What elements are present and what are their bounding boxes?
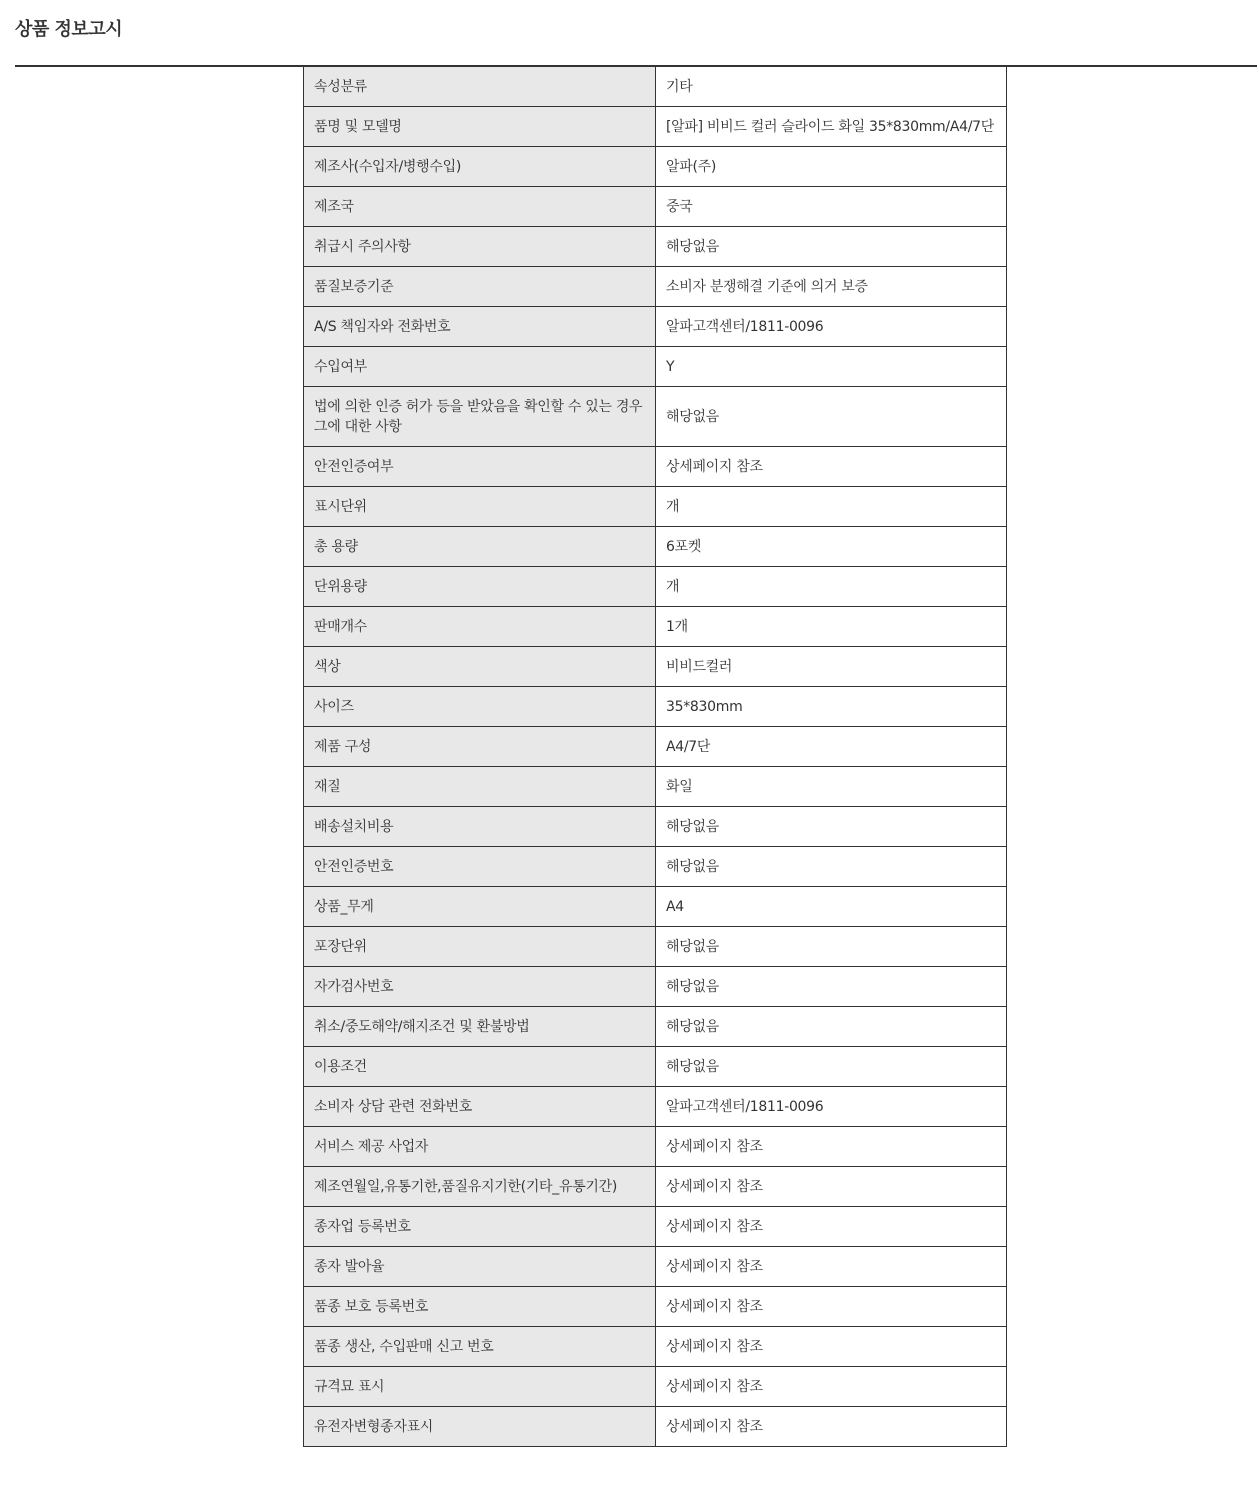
row-value: 개 (656, 567, 1007, 607)
row-label: 상품_무게 (304, 887, 656, 927)
row-label: 품질보증기준 (304, 267, 656, 307)
row-label: 규격묘 표시 (304, 1367, 656, 1407)
row-label: 안전인증여부 (304, 447, 656, 487)
table-row (304, 767, 1007, 807)
table-row (304, 727, 1007, 767)
table-row (304, 807, 1007, 847)
row-label: 종자 발아율 (304, 1247, 656, 1287)
table-row (304, 387, 1007, 447)
table-row (304, 187, 1007, 227)
row-value: 상세페이지 참조 (656, 1407, 1007, 1447)
table-row (304, 1087, 1007, 1127)
row-label: 수입여부 (304, 347, 656, 387)
row-value: 상세페이지 참조 (656, 1367, 1007, 1407)
row-label: 취소/중도해약/해지조건 및 환불방법 (304, 1007, 656, 1047)
row-value: [알파] 비비드 컬러 슬라이드 화일 35*830mm/A4/7단 (656, 107, 1007, 147)
table-row (304, 847, 1007, 887)
row-value: 기타 (656, 67, 1007, 107)
row-value: 상세페이지 참조 (656, 1247, 1007, 1287)
row-label: 표시단위 (304, 487, 656, 527)
row-value: A4 (656, 887, 1007, 927)
table-row (304, 1247, 1007, 1287)
row-label: 품명 및 모델명 (304, 107, 656, 147)
row-label: 총 용량 (304, 527, 656, 567)
row-value: 해당없음 (656, 1047, 1007, 1087)
row-value: 상세페이지 참조 (656, 447, 1007, 487)
page-title: 상품 정보고시 (15, 19, 123, 40)
table-row (304, 307, 1007, 347)
row-value: 화일 (656, 767, 1007, 807)
row-value: 해당없음 (656, 1007, 1007, 1047)
row-value: 알파고객센터/1811-0096 (656, 307, 1007, 347)
row-label: 소비자 상담 관련 전화번호 (304, 1087, 656, 1127)
row-value: 상세페이지 참조 (656, 1167, 1007, 1207)
row-value: 알파(주) (656, 147, 1007, 187)
row-label: 판매개수 (304, 607, 656, 647)
table-row (304, 567, 1007, 607)
row-value: 중국 (656, 187, 1007, 227)
row-value: 해당없음 (656, 967, 1007, 1007)
table-row (304, 1007, 1007, 1047)
table-row (304, 1047, 1007, 1087)
table-row (304, 447, 1007, 487)
table-row (304, 887, 1007, 927)
table-row (304, 107, 1007, 147)
product-info-table-body (304, 67, 1007, 1447)
row-value: 상세페이지 참조 (656, 1127, 1007, 1167)
table-row (304, 1287, 1007, 1327)
table-row (304, 967, 1007, 1007)
row-label: 법에 의한 인증 허가 등을 받았음을 확인할 수 있는 경우 그에 대한 사항 (304, 387, 656, 447)
row-value: 6포켓 (656, 527, 1007, 567)
row-label: 유전자변형종자표시 (304, 1407, 656, 1447)
table-row (304, 527, 1007, 567)
row-label: 안전인증번호 (304, 847, 656, 887)
table-row (304, 1127, 1007, 1167)
product-info-table (303, 66, 1007, 1447)
row-value: 해당없음 (656, 927, 1007, 967)
row-label: 취급시 주의사항 (304, 227, 656, 267)
table-row (304, 347, 1007, 387)
row-label: 제조연월일,유통기한,품질유지기한(기타_유통기간) (304, 1167, 656, 1207)
row-label: A/S 책임자와 전화번호 (304, 307, 656, 347)
row-value: A4/7단 (656, 727, 1007, 767)
table-row (304, 147, 1007, 187)
row-value: 해당없음 (656, 807, 1007, 847)
table-row (304, 927, 1007, 967)
row-value: 상세페이지 참조 (656, 1327, 1007, 1367)
table-row (304, 1407, 1007, 1447)
row-value: 비비드컬러 (656, 647, 1007, 687)
row-value: 해당없음 (656, 227, 1007, 267)
table-row (304, 487, 1007, 527)
row-label: 제품 구성 (304, 727, 656, 767)
row-label: 자가검사번호 (304, 967, 656, 1007)
table-row (304, 227, 1007, 267)
row-value: 알파고객센터/1811-0096 (656, 1087, 1007, 1127)
row-label: 사이즈 (304, 687, 656, 727)
row-label: 색상 (304, 647, 656, 687)
row-value: 상세페이지 참조 (656, 1287, 1007, 1327)
row-label: 제조사(수입자/병행수입) (304, 147, 656, 187)
row-value: 상세페이지 참조 (656, 1207, 1007, 1247)
table-row (304, 687, 1007, 727)
row-value: 해당없음 (656, 387, 1007, 447)
row-label: 재질 (304, 767, 656, 807)
row-label: 단위용량 (304, 567, 656, 607)
row-label: 품종 생산, 수입판매 신고 번호 (304, 1327, 656, 1367)
table-row (304, 647, 1007, 687)
row-label: 품종 보호 등록번호 (304, 1287, 656, 1327)
row-value: 1개 (656, 607, 1007, 647)
row-value: 소비자 분쟁해결 기준에 의거 보증 (656, 267, 1007, 307)
row-label: 종자업 등록번호 (304, 1207, 656, 1247)
row-label: 이용조건 (304, 1047, 656, 1087)
row-label: 배송설치비용 (304, 807, 656, 847)
table-row (304, 1167, 1007, 1207)
table-row (304, 1207, 1007, 1247)
row-value: 해당없음 (656, 847, 1007, 887)
row-label: 제조국 (304, 187, 656, 227)
row-label: 속성분류 (304, 67, 656, 107)
row-label: 서비스 제공 사업자 (304, 1127, 656, 1167)
row-label: 포장단위 (304, 927, 656, 967)
table-row (304, 267, 1007, 307)
row-value: Y (656, 347, 1007, 387)
row-value: 35*830mm (656, 687, 1007, 727)
table-row (304, 67, 1007, 107)
table-row (304, 1327, 1007, 1367)
row-value: 개 (656, 487, 1007, 527)
table-row (304, 607, 1007, 647)
table-row (304, 1367, 1007, 1407)
